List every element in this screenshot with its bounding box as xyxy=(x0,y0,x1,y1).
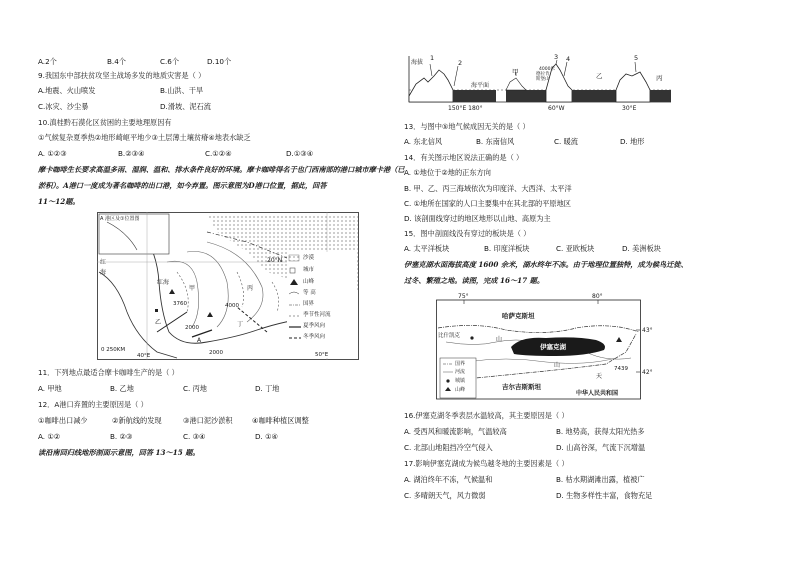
map1-lon-50e: 50°E xyxy=(315,352,329,358)
q12-option-a[interactable]: A. ①② xyxy=(38,432,61,441)
q9-option-b[interactable]: B.山洪、干旱 xyxy=(160,86,204,95)
profile-sea-yi: 乙 xyxy=(596,72,603,80)
q15-option-d[interactable]: D. 美洲板块 xyxy=(622,244,661,253)
q9-option-c[interactable]: C.冰灾、沙尘暴 xyxy=(38,102,89,111)
q12-option-b[interactable]: B. ②③ xyxy=(110,432,133,441)
q16-option-d[interactable]: D. 山高谷深，气流下沉增温 xyxy=(556,443,646,452)
profile-range-label: 德拉肯斯堡山 xyxy=(536,72,550,82)
q8-option-d[interactable]: D.10个 xyxy=(207,57,232,66)
q15-option-a[interactable]: A. 太平洋板块 xyxy=(404,244,450,253)
map1-legend-city: 城市 xyxy=(303,267,315,273)
q12-item-3: ③港口泥沙淤积 xyxy=(183,416,233,425)
map1-legend-peak: 山峰 xyxy=(303,279,315,285)
map2-kazakhstan: 哈萨克斯坦 xyxy=(502,312,535,320)
q13-option-b[interactable]: B. 东南信风 xyxy=(476,137,515,146)
q8-option-c[interactable]: C.6个 xyxy=(160,57,180,66)
q12-question: 12．A港口弃置的主要原因是（ ） xyxy=(38,400,148,409)
map1-lat-20n: 20°N xyxy=(267,257,283,264)
q17-option-c[interactable]: C. 多晴朗天气，风力微弱 xyxy=(404,491,486,500)
q13-option-a[interactable]: A. 东北信风 xyxy=(404,137,443,146)
profile-point-2: 2 xyxy=(458,59,463,67)
q13-option-d[interactable]: D. 地形 xyxy=(620,137,645,146)
map2-tianshan-label: 天 xyxy=(596,373,603,380)
map2-mountain-label-2: 山 xyxy=(554,362,561,369)
map1-point-yi: 乙 xyxy=(155,319,162,326)
q12-item-4: ④咖啡种植区调整 xyxy=(252,416,309,425)
q14-question: 14．有关图示地区说法正确的是（ ） xyxy=(404,153,524,162)
q11-option-c[interactable]: C. 丙地 xyxy=(183,384,207,393)
map2-lon-75: 75° xyxy=(458,293,469,300)
q14-option-a[interactable]: A. ①地位于②地的正东方向 xyxy=(404,168,491,177)
map1-contour-2000b: 2000 xyxy=(209,350,223,356)
profile-diagram xyxy=(406,53,672,114)
profile-point-4: 4 xyxy=(566,55,571,63)
profile-sea-bing: 丙 xyxy=(656,74,663,82)
map1-point-ding: 丁 xyxy=(237,321,244,328)
q14-option-c[interactable]: C. ①地所在国家的人口主要集中在其北部的平原地区 xyxy=(404,199,571,208)
profile-lon-30e: 30°E xyxy=(622,105,637,112)
q17-option-b[interactable]: B. 枯水期湖滩出露，植被广 xyxy=(556,475,645,484)
q10-question: 10.滇桂黔石漠化区贫困的主要地理原因有 xyxy=(38,118,172,127)
map2-legend-border: 国界 xyxy=(455,361,466,367)
map1-point-bing: 丙 xyxy=(247,285,254,292)
map1-lon-40e: 40°E xyxy=(137,353,151,359)
map2-mountain-label-1: 山 xyxy=(496,336,503,343)
map1-legend-desert: 沙漠 xyxy=(303,255,315,261)
map2-lat-42: 42° xyxy=(642,369,653,376)
passage-coffee-line3: 11～12题。 xyxy=(38,197,80,206)
q15-option-b[interactable]: B. 印度洋板块 xyxy=(484,244,530,253)
map1-contour-4000: 4000 xyxy=(225,303,239,309)
q8-option-a[interactable]: A.2个 xyxy=(38,57,57,66)
profile-alt-note: 4000米 xyxy=(539,67,555,72)
map2-lon-80: 80° xyxy=(592,293,603,300)
map1-contour-2000a: 2000 xyxy=(185,325,199,331)
q10-option-a[interactable]: A. ①②③ xyxy=(38,149,67,158)
map1-contour-3760: 3760 xyxy=(173,301,187,307)
q15-option-c[interactable]: C. 亚欧板块 xyxy=(556,244,595,253)
q16-option-a[interactable]: A. 受西风和暖流影响，气温较高 xyxy=(404,427,507,436)
q16-option-c[interactable]: C. 北部山地阻挡冷空气侵入 xyxy=(404,443,493,452)
map1-scale: 0 250KM xyxy=(101,347,126,353)
passage-issyk-line1: 伊塞克湖水面海拔高度 1600 余米，湖水终年不冻。由于地理位置独特，成为候鸟迁徙、 xyxy=(404,260,688,269)
map2-legend-peak: 山峰 xyxy=(455,387,466,393)
yemen-map xyxy=(97,212,359,360)
passage-coffee-line1: 摩卡咖啡生长要求高温多雨、湿润、温和、排水条件良好的环境。摩卡咖啡得名于也门西南部的港口城市摩卡港（已 xyxy=(38,165,405,174)
map1-legend-contour: 等 高 xyxy=(303,290,316,296)
map2-peak-7439: 7439 xyxy=(614,366,628,372)
profile-point-1: 1 xyxy=(430,54,435,62)
passage-coffee-line2: 淤积）。A港口一度成为著名咖啡的出口港，如今弃置。图示意图为D港口位置，据此，回答 xyxy=(38,181,327,190)
profile-lon-150e-180: 150°E 180° xyxy=(448,105,483,112)
q11-option-a[interactable]: A. 甲地 xyxy=(38,384,62,393)
map1-point-a: A xyxy=(197,337,202,344)
map2-lat-43: 43° xyxy=(642,327,653,334)
q12-item-2: ②新航线的发现 xyxy=(112,416,162,425)
q12-item-1: ①咖啡出口减少 xyxy=(38,416,88,425)
q12-option-d[interactable]: D. ①④ xyxy=(255,432,278,441)
map1-sea-label-1: 红 xyxy=(100,259,107,266)
q14-option-b[interactable]: B. 甲、乙、丙三海域依次为印度洋、大西洋、太平洋 xyxy=(404,184,572,193)
q10-option-b[interactable]: B.②③④ xyxy=(118,149,145,158)
q16-question: 16.伊塞克湖冬季表层水温较高，其主要原因是（ ） xyxy=(404,411,569,420)
q17-option-a[interactable]: A. 湖泊终年不冻，气候温和 xyxy=(404,475,493,484)
profile-lon-60w: 60°W xyxy=(548,105,565,112)
map1-legend-border: 国界 xyxy=(303,301,315,307)
map1-legend-seasonal-river: 季节性河流 xyxy=(303,312,331,318)
q12-option-c[interactable]: C. ③④ xyxy=(183,432,206,441)
q14-option-d[interactable]: D. 该剖面线穿过的地区地形以山地、高原为主 xyxy=(404,214,551,223)
map1-legend-winter-wind: 冬季风向 xyxy=(303,334,326,340)
map1-legend-summer-wind: 夏季风向 xyxy=(303,323,326,329)
map1-sea-label-2: 海 xyxy=(100,269,107,276)
q17-option-d[interactable]: D. 生物多样性丰富，食物充足 xyxy=(556,491,653,500)
q9-option-a[interactable]: A.地震、火山喷发 xyxy=(38,86,96,95)
map1-inset-label: A 港区及①位置图 xyxy=(100,216,140,222)
q10-option-c[interactable]: C.①②④ xyxy=(205,149,232,158)
q11-option-b[interactable]: B. 乙地 xyxy=(110,384,134,393)
q10-items: ①气候复杂夏季热②地形崎岖平地少③土层薄土壤贫瘠④地表水缺乏 xyxy=(38,133,251,142)
map1-point-jia: 甲 xyxy=(189,285,196,292)
profile-sea-jia: 甲 xyxy=(512,68,519,76)
q13-option-c[interactable]: C. 暖流 xyxy=(554,137,578,146)
profile-point-5: 5 xyxy=(634,54,639,62)
q11-question: 11．下列地点最适合摩卡咖啡生产的是（ ） xyxy=(38,368,179,377)
q17-question: 17.影响伊塞克湖成为候鸟越冬地的主要因素是（ ） xyxy=(404,459,569,468)
map2-kyrgyzstan: 吉尔吉斯斯坦 xyxy=(502,383,541,391)
map2-china: 中华人民共和国 xyxy=(576,390,619,397)
q9-option-d[interactable]: D.滑坡、泥石流 xyxy=(160,102,211,111)
profile-point-3: 3 xyxy=(554,53,559,61)
map2-legend-town: 城镇 xyxy=(455,378,466,384)
map2-city-bishkek: 比什凯克 xyxy=(438,333,461,339)
q13-question: 13．与图中⑤地气候成因无关的是（ ） xyxy=(404,122,530,131)
profile-altitude-label: 海拔 xyxy=(411,59,424,66)
q16-option-b[interactable]: B. 地势高，获得太阳光热多 xyxy=(556,427,645,436)
map2-issyk-kul: 伊塞克湖 xyxy=(540,343,566,351)
map2-legend-river: 河流 xyxy=(455,369,466,375)
q8-option-b[interactable]: B.4个 xyxy=(107,57,126,66)
q10-option-d[interactable]: D.①③④ xyxy=(286,149,314,158)
q9-question: 9.我国东中部扶贫攻坚主战场多发的地质灾害是（ ） xyxy=(38,71,206,80)
q15-question: 15．图中剖面线没有穿过的板块是（ ） xyxy=(404,229,531,238)
passage-profile: 读沿南回归线地形剖面示意图，回答 13～15 题。 xyxy=(38,448,200,457)
issyk-kul-map xyxy=(436,292,656,400)
q11-option-d[interactable]: D. 丁地 xyxy=(255,384,280,393)
map1-redsea-label: 红海 xyxy=(157,279,170,286)
passage-issyk-line2: 过冬、繁殖之地。读图，完成 16～17 题。 xyxy=(404,276,545,285)
profile-sea-level-label: 海平面 xyxy=(471,82,490,89)
